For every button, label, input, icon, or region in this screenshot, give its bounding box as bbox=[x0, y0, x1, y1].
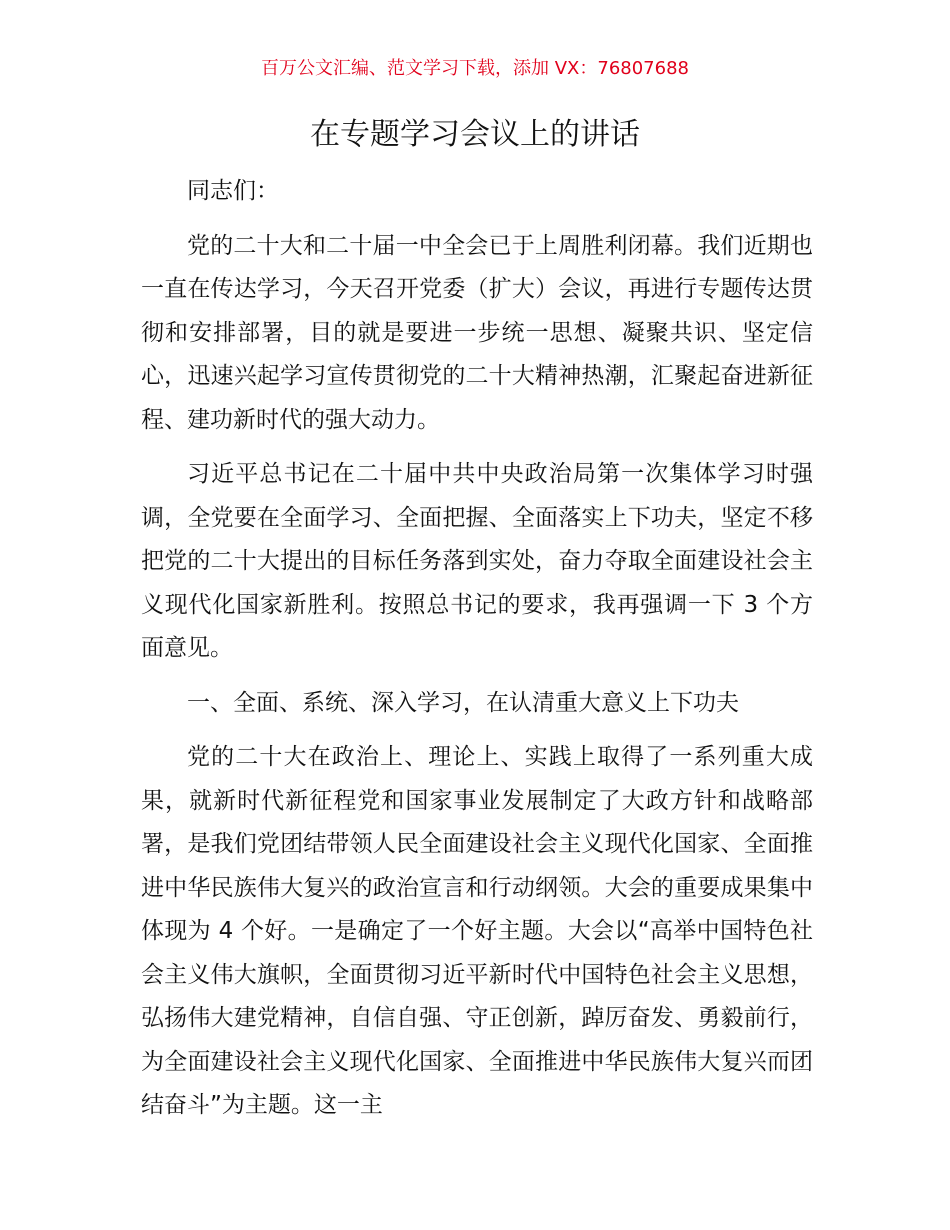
paragraph-2: 习近平总书记在二十届中共中央政治局第一次集体学习时强调，全党要在全面学习、全面把握、全面落实上下功夫，坚定不移把党的二十大提出的目标任务落到实处，奋力夺取全面建设社会主义现代化国家新胜利。按照总书记的要求，我再强调一下 3 个方面意见。 bbox=[141, 461, 813, 661]
paragraph-1: 党的二十大和二十届一中全会已于上周胜利闭幕。我们近期也一直在传达学习，今天召开党委（扩大）会议，再进行专题传达贯彻和安排部署，目的就是要进一步统一思想、凝聚共识、坚定信心，迅速兴起学习宣传贯彻党的二十大精神热潮，汇聚起奋进新征程、建功新时代的强大动力。 bbox=[141, 232, 813, 433]
document-body bbox=[141, 170, 813, 1139]
header-watermark: 百万公文汇编、范文学习下载，添加 VX：76807688 bbox=[261, 58, 689, 79]
document-title: 在专题学习会议上的讲话 bbox=[310, 117, 640, 152]
salutation: 同志们： bbox=[187, 178, 279, 204]
paragraph-3: 党的二十大在政治上、理论上、实践上取得了一系列重大成果，就新时代新征程党和国家事业发展制定了大政方针和战略部署，是我们党团结带领人民全面建设社会主义现代化国家、全面推进中华民族伟大复兴的政治宣言和行动纲领。大会的重要成果集中体现为 4 个好。一是确定了一个好主题。大会以“高举中国特色社会主义伟大旗帜，全面贯彻习近平新时代中国特色社会主义思想，弘扬伟大建党精神，自信自强、守正创新，踔厉奋发、勇毅前行，为全面建设社会主义现代化国家、全面推进中华民族伟大复兴而团结奋斗”为主题。这一主 bbox=[141, 744, 813, 1118]
section-heading-1: 一、全面、系统、深入学习，在认清重大意义上下功夫 bbox=[187, 689, 739, 716]
